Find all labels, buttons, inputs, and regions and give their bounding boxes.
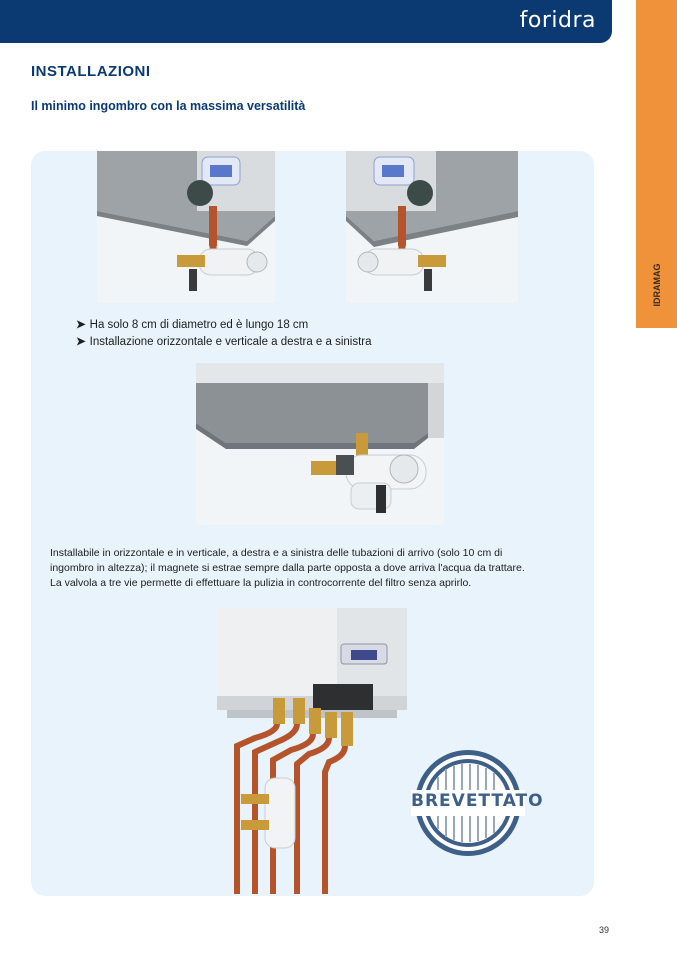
page-title: INSTALLAZIONI — [31, 63, 151, 80]
filter-image-right — [346, 151, 518, 303]
paragraph-line: La valvola a tre vie permette di effettuare la pulizia in controcorrente del filtro senza aprirlo. — [50, 577, 472, 589]
patent-seal — [411, 749, 544, 857]
page-number: 39 — [599, 925, 610, 935]
paragraph-line: Installabile in orizzontale e in verticale, a destra e a sinistra delle tubazioni di arrivo (solo 10 cm di — [50, 547, 503, 559]
header-bar — [0, 0, 612, 43]
seal-text: BREVETTATO — [411, 791, 544, 811]
boiler-manifold-image — [217, 608, 407, 894]
bullet-item: ➤ Ha solo 8 cm di diametro ed è lungo 18 cm — [76, 319, 309, 331]
page-subtitle: Il minimo ingombro con la massima versatilità — [31, 99, 306, 113]
filter-image-left — [97, 151, 275, 303]
side-tab — [636, 0, 677, 328]
filter-image-center — [196, 363, 444, 525]
feature-bullets — [76, 317, 372, 351]
arrow-icon: ➤ — [76, 319, 86, 331]
arrow-icon: ➤ — [76, 336, 86, 348]
bullet-item: ➤ Installazione orizzontale e verticale a destra e a sinistra — [76, 336, 372, 348]
description-paragraph — [50, 546, 570, 591]
side-tab-label: IDRAMAG — [651, 263, 662, 307]
paragraph-line: ingombro in altezza); il magnete si estrae sempre dalla parte opposta a dove arriva l'acqua da trattare. — [50, 562, 525, 574]
foridra-logo: foridra — [519, 8, 596, 33]
